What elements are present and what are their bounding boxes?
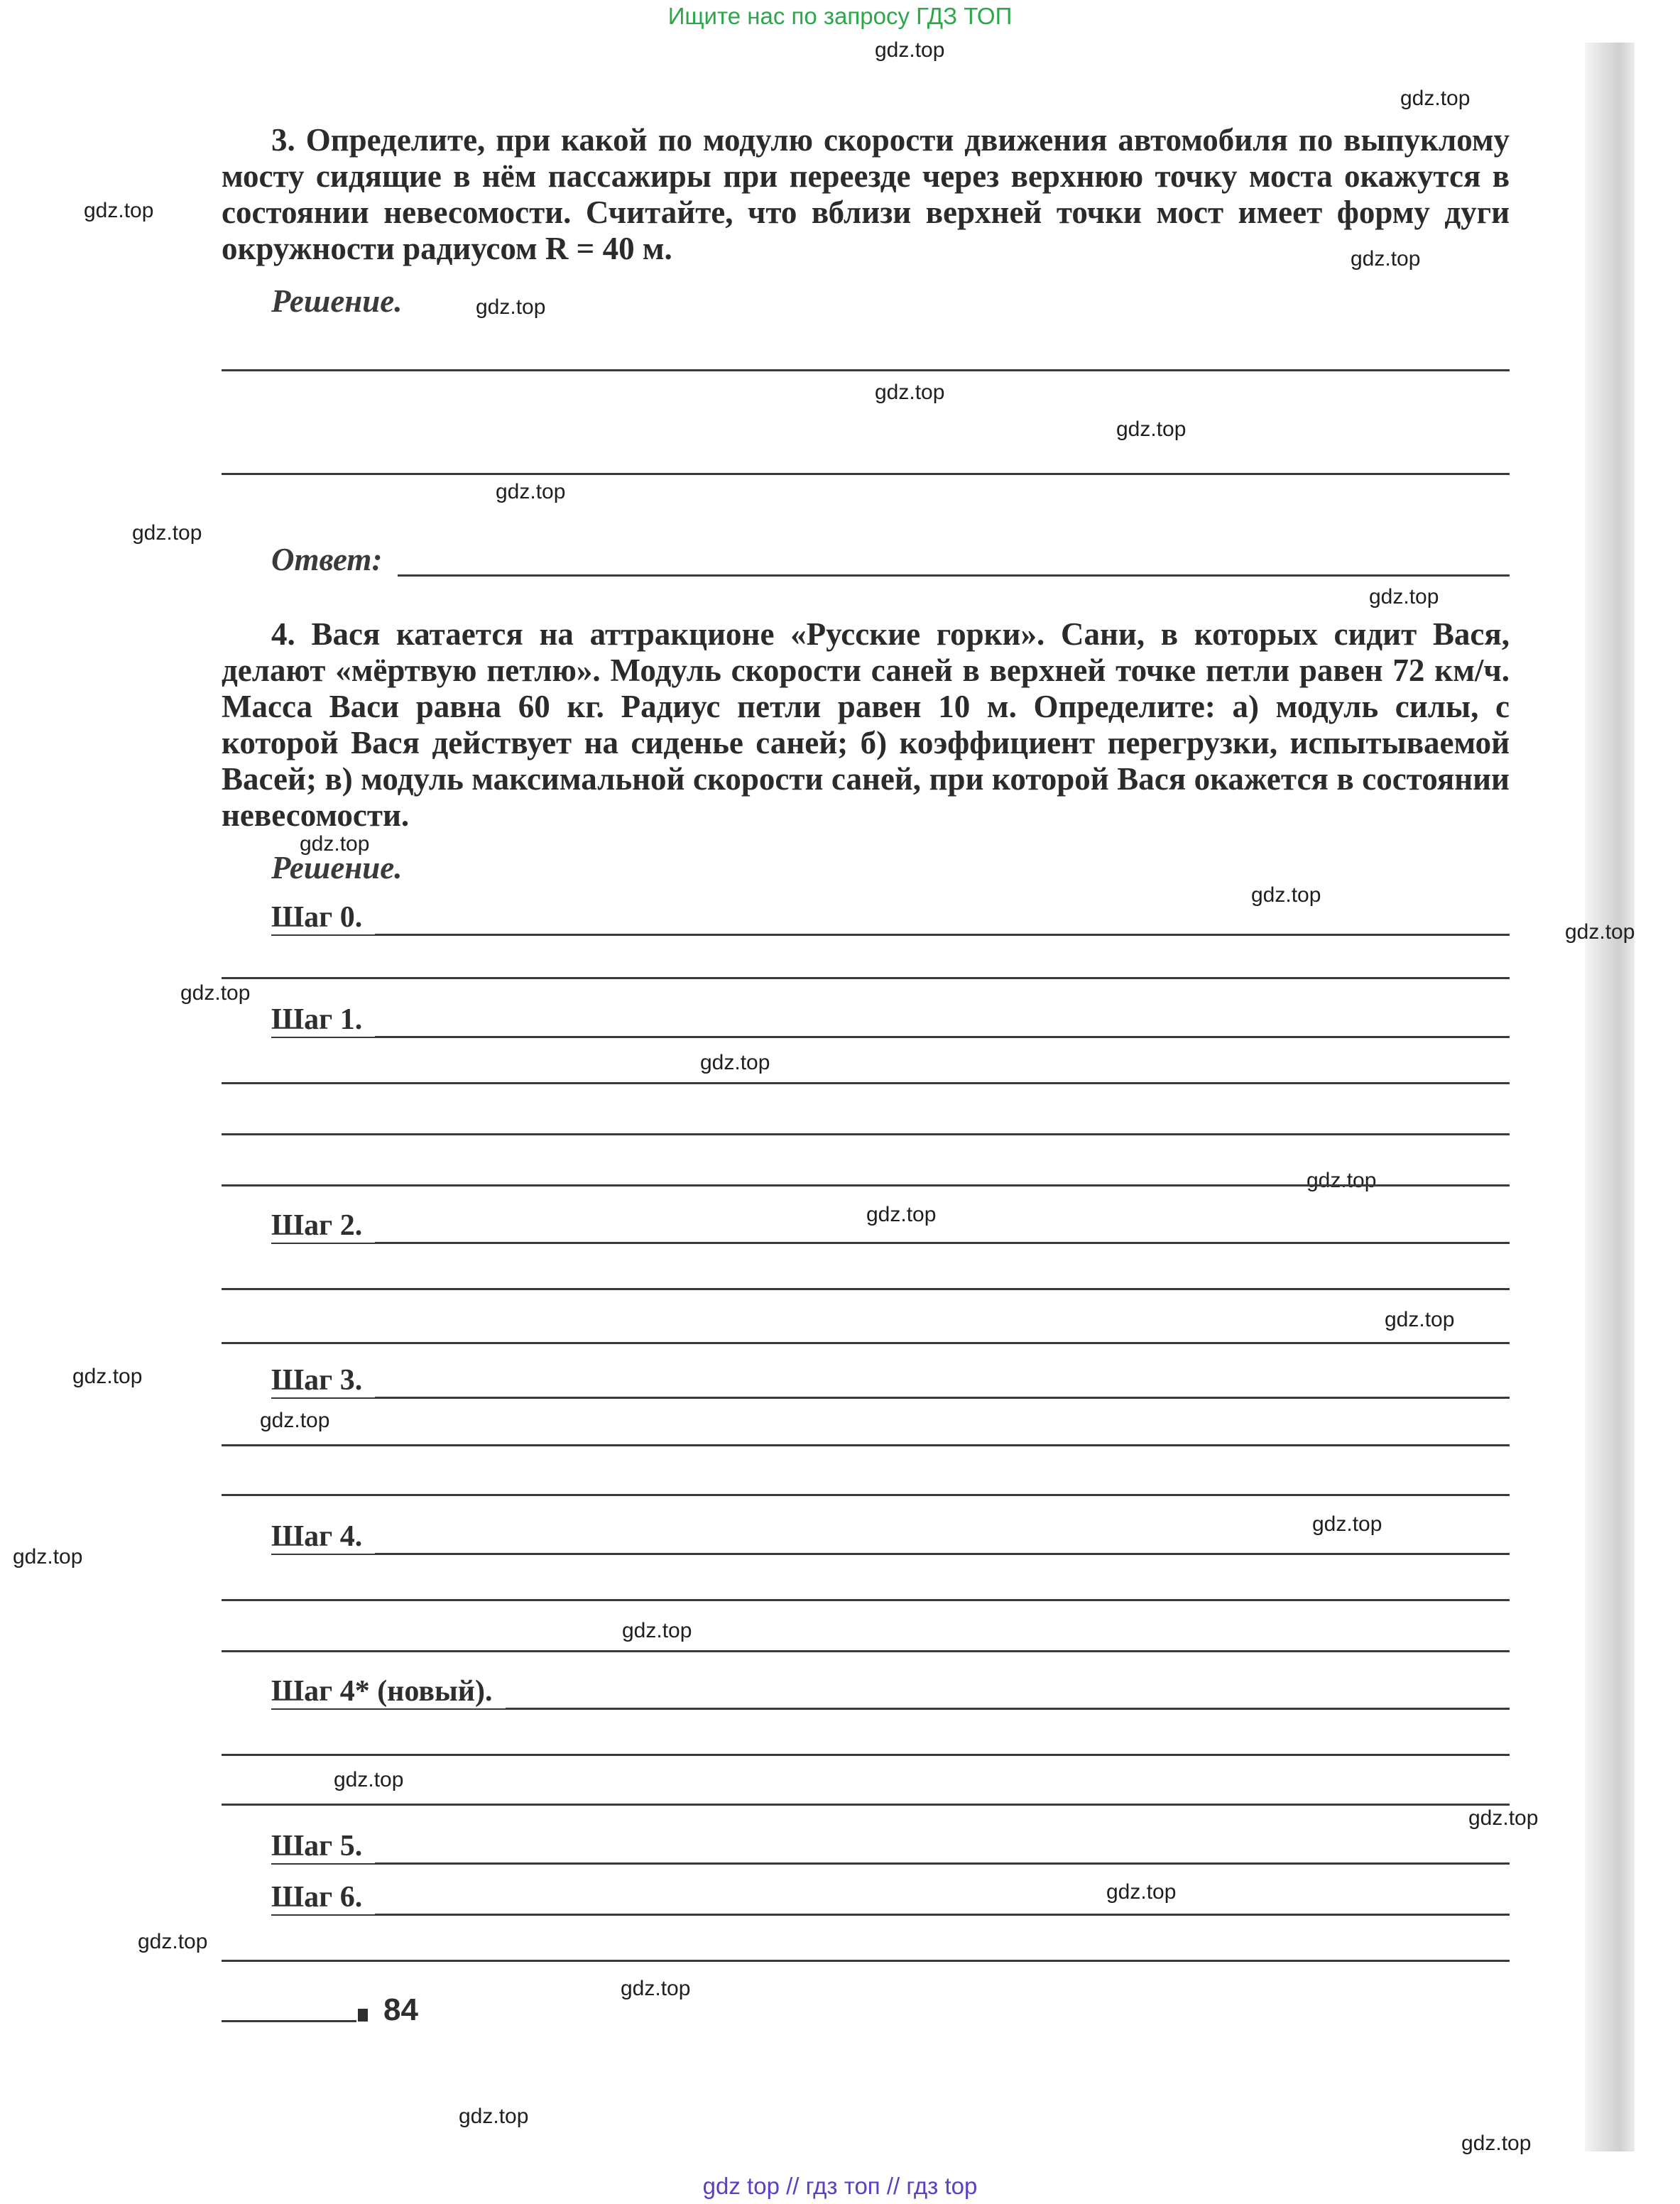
step-5[interactable] <box>271 1829 1510 1865</box>
step-0[interactable] <box>271 900 1510 936</box>
task3-answer-row[interactable] <box>271 541 1510 577</box>
step-label: Шаг 4. <box>271 1520 375 1554</box>
answer-line[interactable] <box>271 1036 1510 1038</box>
step-2[interactable] <box>271 1209 1510 1244</box>
step-label: Шаг 2. <box>271 1209 375 1243</box>
answer-line[interactable] <box>222 1342 1510 1344</box>
answer-line[interactable] <box>271 934 1510 936</box>
answer-line[interactable] <box>222 1650 1510 1652</box>
watermark: gdz.top <box>866 1203 937 1226</box>
watermark: gdz.top <box>1468 1806 1539 1830</box>
answer-line[interactable] <box>271 1862 1510 1865</box>
footer-links[interactable]: gdz top // гдз топ // гдз top <box>702 2173 978 2199</box>
watermark: gdz.top <box>138 1930 208 1953</box>
answer-line[interactable] <box>222 1133 1510 1135</box>
answer-line[interactable] <box>222 1804 1510 1806</box>
watermark: gdz.top <box>1461 2132 1532 2155</box>
watermark: gdz.top <box>334 1768 404 1791</box>
watermark: gdz.top <box>1385 1308 1455 1331</box>
watermark: gdz.top <box>700 1051 770 1074</box>
page-number-rule <box>222 2020 356 2022</box>
watermark: gdz.top <box>180 981 251 1005</box>
watermark: gdz.top <box>13 1545 83 1569</box>
task4-solution-label: Решение. <box>271 850 403 885</box>
answer-line[interactable] <box>222 977 1510 979</box>
watermark: gdz.top <box>132 521 202 545</box>
step-4-new[interactable] <box>271 1674 1510 1710</box>
answer-line[interactable] <box>222 1082 1510 1084</box>
task4-body: Вася катается на аттракционе «Русские горки». Сани, в которых сидит Вася, делают «мёртвую петлю». Модуль скорости саней в верхней точке петли равен 72 км/ч. Масса Васи равна 60 кг. Радиус петли равен 10 м. Определите: а) модуль силы, с которой Вася действует на сиденье саней; б) коэффициент перегрузки, испытываемой Васей; в) модуль максимальной скорости саней, при которой Вася окажется в состоянии невесомости. <box>222 616 1510 833</box>
watermark: gdz.top <box>476 295 546 319</box>
step-3[interactable] <box>271 1363 1510 1399</box>
task3-answer-label: Ответ: <box>271 542 383 577</box>
header-search-link[interactable]: Ищите нас по запросу ГДЗ ТОП <box>667 3 1013 29</box>
step-label: Шаг 6. <box>271 1880 375 1914</box>
answer-line[interactable] <box>222 1444 1510 1446</box>
answer-line[interactable] <box>398 574 1510 577</box>
page-number-marker <box>358 2009 368 2022</box>
watermark: gdz.top <box>1116 418 1187 441</box>
watermark: gdz.top <box>300 832 370 856</box>
answer-line[interactable] <box>222 1184 1510 1186</box>
watermark: gdz.top <box>260 1409 330 1432</box>
watermark: gdz.top <box>1312 1512 1382 1536</box>
task4-text <box>222 616 1510 834</box>
watermark: gdz.top <box>1400 87 1471 110</box>
watermark: gdz.top <box>1565 920 1635 944</box>
task3-text <box>222 122 1510 267</box>
answer-line[interactable] <box>222 1288 1510 1290</box>
watermark: gdz.top <box>1351 247 1421 271</box>
task3-number: 3. <box>271 122 295 158</box>
answer-line[interactable] <box>222 1960 1510 1962</box>
step-1[interactable] <box>271 1003 1510 1038</box>
page-edge-shadow <box>1585 43 1635 2151</box>
step-6[interactable] <box>271 1880 1510 1916</box>
step-label: Шаг 1. <box>271 1003 375 1037</box>
answer-line[interactable] <box>271 1397 1510 1399</box>
watermark: gdz.top <box>875 381 945 404</box>
answer-line[interactable] <box>271 1242 1510 1244</box>
answer-line[interactable] <box>222 1754 1510 1756</box>
watermark: gdz.top <box>1251 883 1321 907</box>
step-label: Шаг 4* (новый). <box>271 1674 506 1708</box>
watermark: gdz.top <box>621 1977 691 2000</box>
watermark: gdz.top <box>1106 1880 1177 1904</box>
watermark: gdz.top <box>875 38 945 62</box>
answer-line[interactable] <box>222 369 1510 371</box>
watermark: gdz.top <box>622 1619 692 1642</box>
watermark: gdz.top <box>1369 585 1439 609</box>
step-label: Шаг 0. <box>271 900 375 934</box>
answer-line[interactable] <box>271 1914 1510 1916</box>
step-label: Шаг 5. <box>271 1829 375 1863</box>
answer-line[interactable] <box>222 1494 1510 1496</box>
watermark: gdz.top <box>1307 1169 1377 1192</box>
task3-body: Определите, при какой по модулю скорости движения автомобиля по выпуклому мосту сидящие в нём пассажиры при переезде через верхнюю точку моста окажутся в состоянии невесомости. Считайте, что вблизи верхней точки мост имеет форму дуги окружности радиусом R = 40 м. <box>222 122 1510 266</box>
watermark: gdz.top <box>84 199 154 222</box>
answer-line[interactable] <box>222 1599 1510 1601</box>
watermark: gdz.top <box>459 2105 529 2128</box>
task4-number: 4. <box>271 616 295 652</box>
page-number: 84 <box>383 1992 418 2027</box>
step-4[interactable] <box>271 1520 1510 1555</box>
answer-line[interactable] <box>271 1553 1510 1555</box>
watermark: gdz.top <box>496 480 566 503</box>
task3-solution-label: Решение. <box>271 283 403 319</box>
answer-line[interactable] <box>222 473 1510 475</box>
watermark: gdz.top <box>72 1365 143 1388</box>
step-label: Шаг 3. <box>271 1363 375 1397</box>
